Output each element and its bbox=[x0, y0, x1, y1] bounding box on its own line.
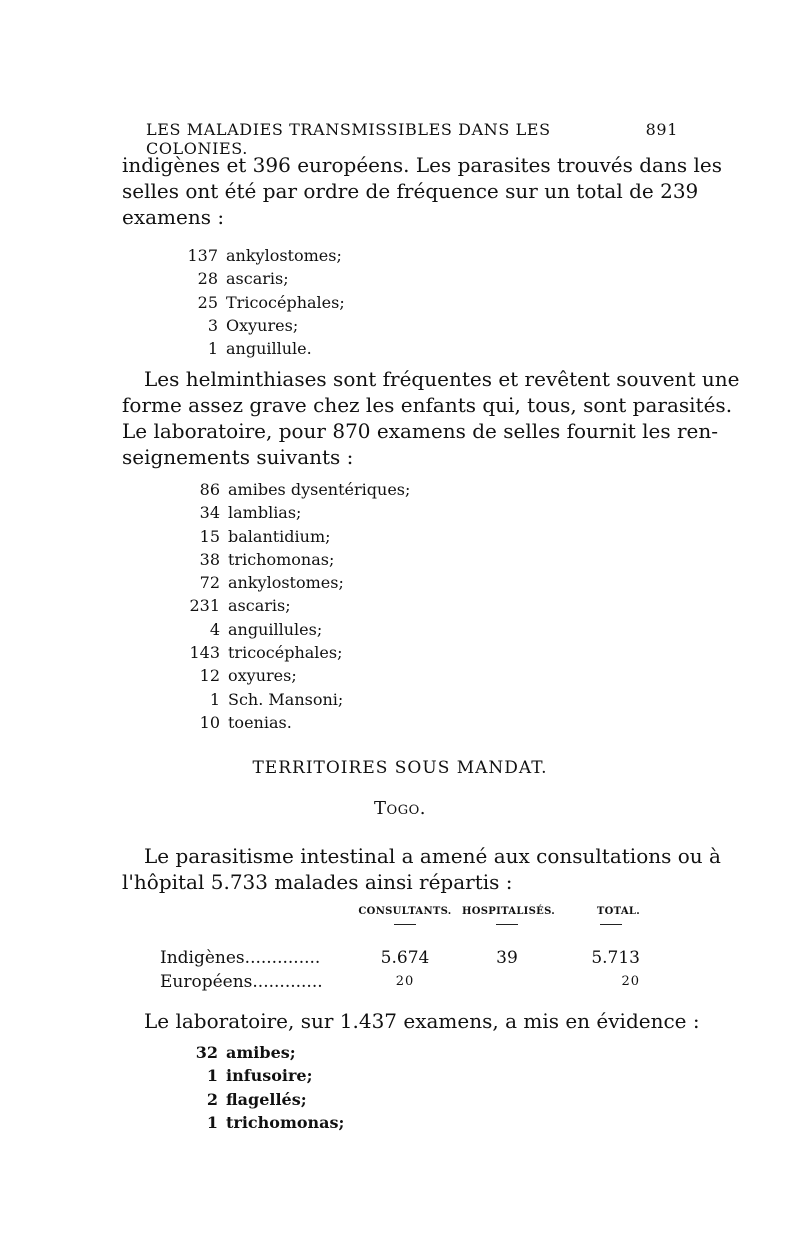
item-count: 10 bbox=[199, 712, 220, 732]
text-line: selles ont été par ordre de fréquence sur un total de 239 bbox=[122, 179, 699, 203]
item-name: trichomonas; bbox=[228, 549, 335, 569]
item-count: 231 bbox=[189, 596, 220, 616]
item-name: Oxyures; bbox=[226, 315, 299, 335]
running-title: LES MALADIES TRANSMISSIBLES DANS LES COLONIES. bbox=[146, 120, 551, 158]
text-line: Le parasitisme intestinal a amené aux consultations ou à bbox=[144, 844, 721, 868]
cell-total: 5.713 bbox=[591, 948, 640, 968]
item-name: oxyures; bbox=[228, 666, 297, 686]
item-count: 12 bbox=[199, 666, 220, 686]
item-count: 25 bbox=[197, 292, 218, 312]
column-header-total: TOTAL. bbox=[596, 906, 640, 917]
text-line: examens : bbox=[122, 205, 225, 229]
item-count: 1 bbox=[206, 1066, 218, 1086]
item-name: toenias. bbox=[228, 712, 292, 732]
list-item bbox=[168, 596, 410, 619]
list-item bbox=[168, 316, 345, 339]
list-item bbox=[168, 339, 345, 362]
item-name: infusoire; bbox=[226, 1066, 313, 1086]
list-item bbox=[168, 620, 410, 643]
item-count: 4 bbox=[209, 619, 220, 639]
list-item bbox=[168, 1043, 344, 1066]
cell-consultants: 5.674 bbox=[380, 948, 430, 968]
parasite-list-1 bbox=[168, 246, 345, 362]
item-count: 1 bbox=[209, 689, 220, 709]
list-item bbox=[168, 1113, 344, 1136]
text-line: seignements suivants : bbox=[122, 445, 354, 469]
item-count: 1 bbox=[207, 339, 218, 359]
item-count: 1 bbox=[206, 1112, 218, 1132]
list-item bbox=[168, 246, 345, 269]
item-name: balantidium; bbox=[228, 526, 331, 546]
column-header-consultants: CONSULTANTS. bbox=[358, 906, 452, 917]
list-item bbox=[168, 293, 345, 316]
text-line: Le laboratoire, pour 870 examens de selles fournit les ren- bbox=[122, 419, 719, 443]
item-count: 28 bbox=[197, 269, 218, 289]
cell-consultants: 20 bbox=[395, 974, 415, 989]
list-item bbox=[168, 550, 410, 573]
header-rule bbox=[496, 924, 518, 925]
item-name: amibes; bbox=[226, 1043, 296, 1062]
item-name: flagellés; bbox=[226, 1089, 307, 1109]
item-name: ankylostomes; bbox=[226, 246, 342, 265]
text-line: forme assez grave chez les enfants qui, tous, sont parasités. bbox=[122, 393, 733, 417]
item-count: 15 bbox=[199, 526, 220, 546]
item-name: tricocéphales; bbox=[228, 643, 343, 663]
text-line: Le laboratoire, sur 1.437 examens, a mis en évidence : bbox=[144, 1009, 700, 1033]
header-rule bbox=[600, 924, 622, 925]
item-count: 34 bbox=[199, 503, 220, 523]
item-count: 2 bbox=[206, 1089, 218, 1109]
item-count: 38 bbox=[199, 549, 220, 569]
list-item bbox=[168, 573, 410, 596]
lab-paragraph bbox=[144, 1008, 700, 1034]
list-item bbox=[168, 503, 410, 526]
intro-paragraph bbox=[122, 152, 722, 230]
item-name: ascaris; bbox=[228, 596, 291, 616]
list-item bbox=[168, 1090, 344, 1113]
item-name: amibes dysentériques; bbox=[228, 480, 411, 499]
list-item bbox=[168, 269, 345, 292]
text-line: Les helminthiases sont fréquentes et revêtent souvent une bbox=[144, 367, 740, 391]
table-row bbox=[160, 948, 640, 972]
list-item bbox=[168, 713, 410, 736]
parasite-list-2 bbox=[168, 480, 410, 736]
column-header-hospitalises: HOSPITALISÉS. bbox=[462, 906, 556, 917]
item-name: Sch. Mansoni; bbox=[228, 689, 344, 709]
row-label: Européens............. bbox=[160, 972, 323, 992]
item-count: 3 bbox=[207, 315, 218, 335]
text-line bbox=[122, 152, 722, 178]
section-subtitle: Togo. bbox=[374, 798, 426, 819]
section-title: TERRITOIRES SOUS MANDAT. bbox=[252, 758, 548, 778]
list-item bbox=[168, 643, 410, 666]
item-name: anguillule. bbox=[226, 339, 312, 359]
list-item bbox=[168, 1066, 344, 1089]
text-line: l'hôpital 5.733 malades ainsi répartis : bbox=[122, 870, 513, 894]
row-label: Indigènes.............. bbox=[160, 948, 321, 968]
item-count: 86 bbox=[199, 480, 220, 499]
list-item bbox=[168, 690, 410, 713]
list-item bbox=[168, 480, 410, 503]
parasite-list-3 bbox=[168, 1043, 344, 1136]
list-item bbox=[168, 666, 410, 689]
page-number: 891 bbox=[645, 120, 678, 139]
item-name: lamblias; bbox=[228, 503, 302, 523]
item-name: ascaris; bbox=[226, 269, 289, 289]
item-name: trichomonas; bbox=[226, 1112, 345, 1132]
line-text: indigènes et 396 européens. Les parasites trouvés dans les bbox=[122, 153, 722, 177]
togo-paragraph bbox=[122, 843, 721, 895]
item-name: Tricocéphales; bbox=[226, 292, 345, 312]
cell-total: 20 bbox=[621, 974, 640, 989]
header-rule bbox=[394, 924, 416, 925]
list-item bbox=[168, 527, 410, 550]
helminth-paragraph bbox=[122, 366, 740, 470]
item-count: 143 bbox=[189, 643, 220, 663]
item-count: 72 bbox=[199, 573, 220, 593]
item-name: anguillules; bbox=[228, 619, 323, 639]
cell-hospitalises: 39 bbox=[496, 948, 518, 968]
item-count: 137 bbox=[187, 246, 218, 265]
table-row bbox=[160, 972, 640, 996]
item-count: 32 bbox=[195, 1043, 218, 1062]
item-name: ankylostomes; bbox=[228, 573, 344, 593]
